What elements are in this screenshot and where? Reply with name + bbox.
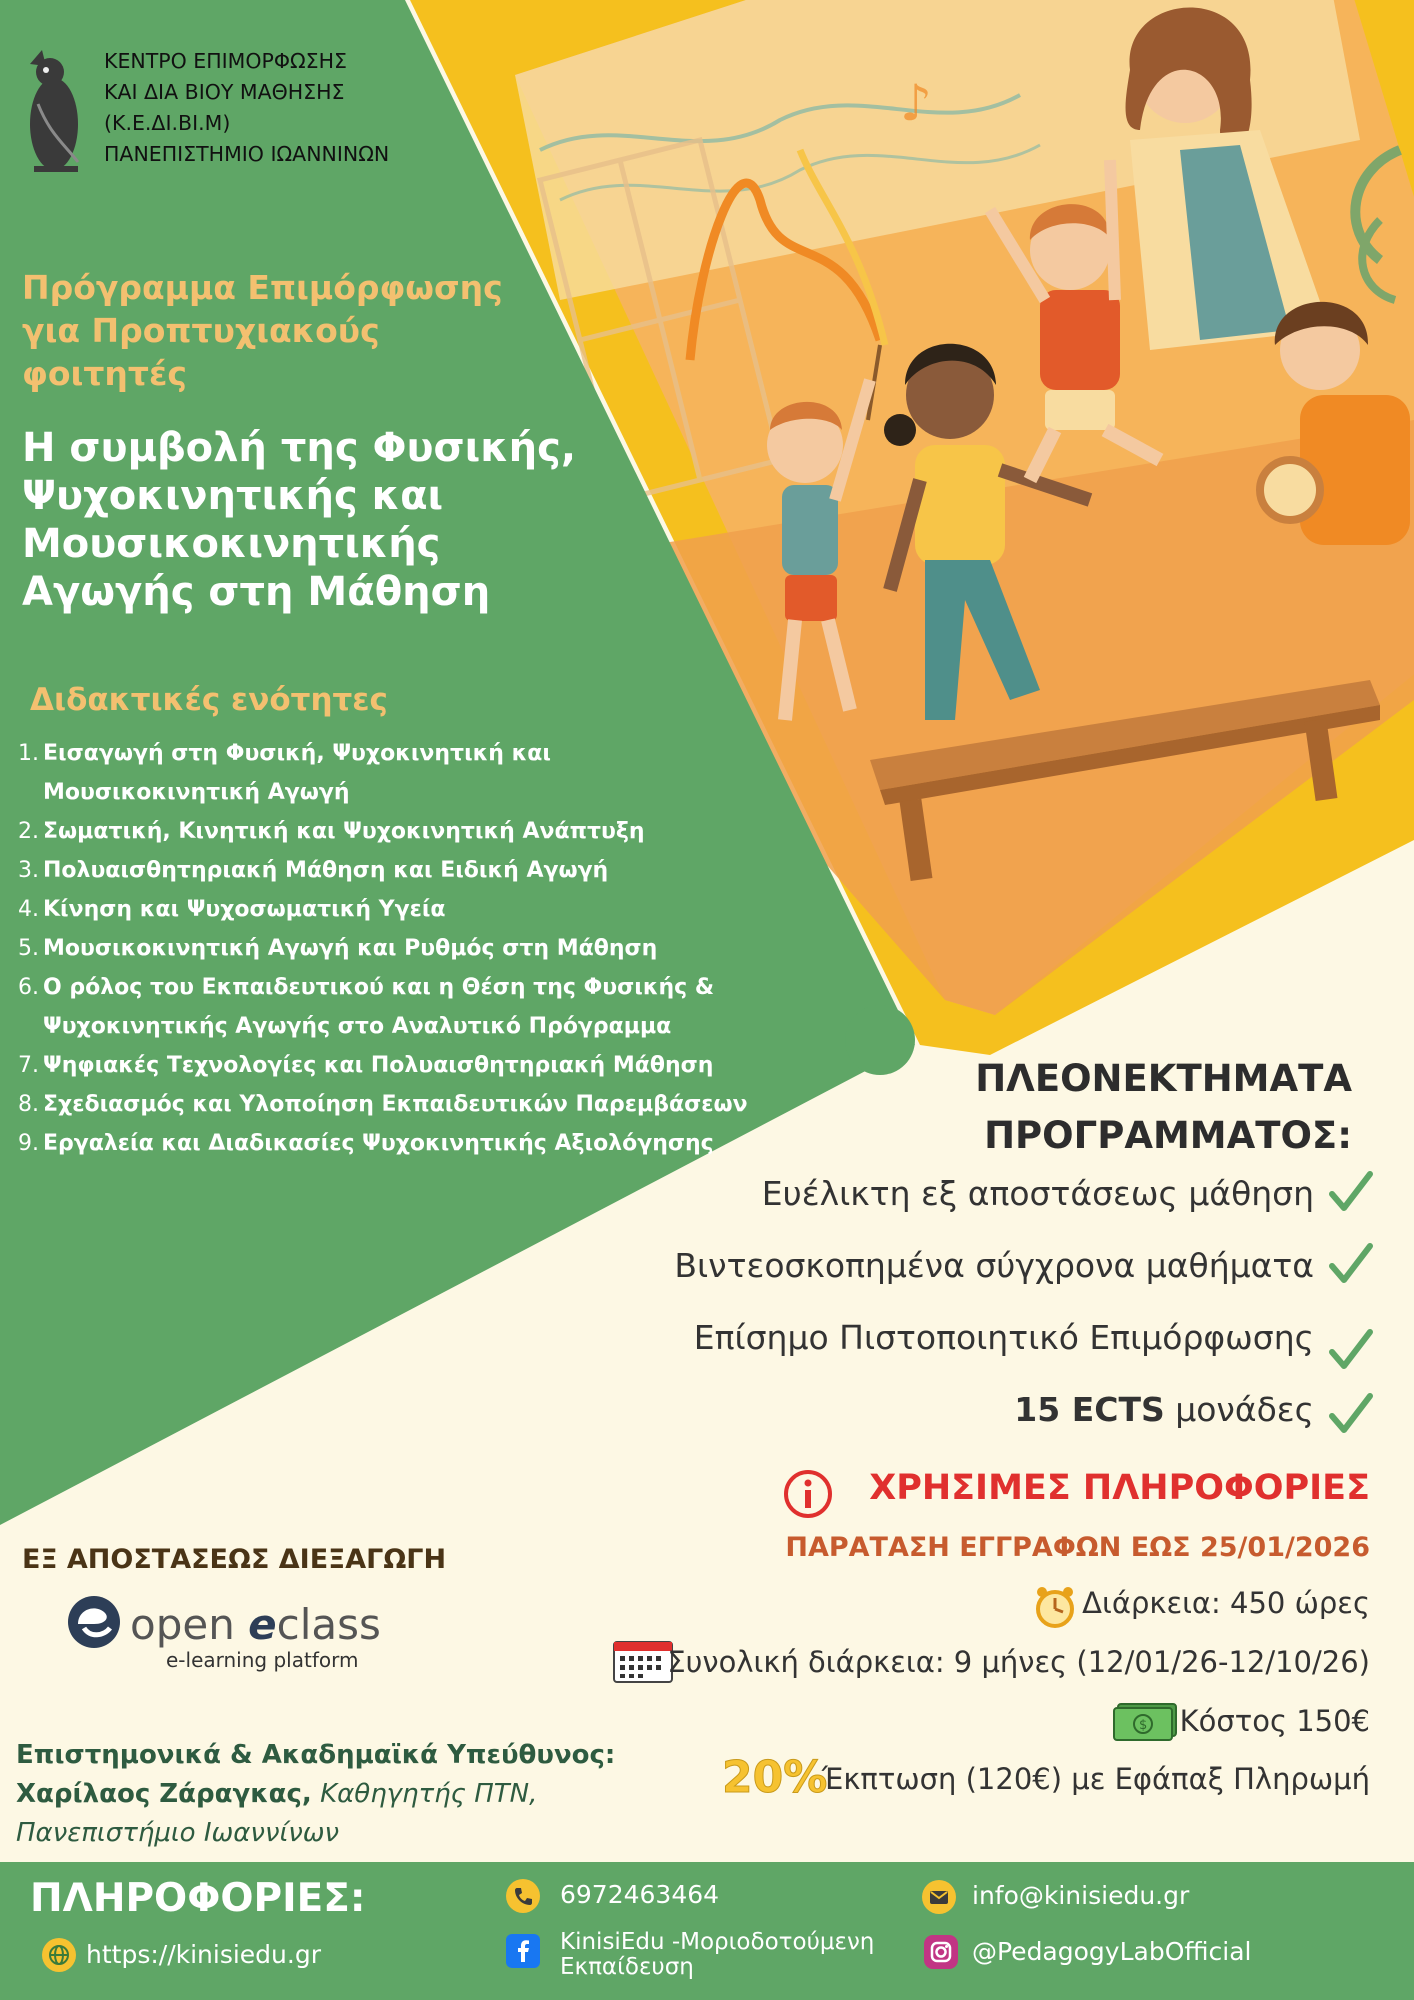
eclass-logo-icon (64, 1592, 124, 1652)
cost: Κόστος 150€ (1179, 1704, 1370, 1738)
checkmark-icon (1328, 1170, 1374, 1214)
eclass-open: open (130, 1600, 249, 1649)
program-title (22, 424, 622, 616)
program-title-line: Η συμβολή της Φυσικής, (22, 425, 577, 471)
units-list (18, 734, 798, 1163)
email-link[interactable]: info@kinisiedu.gr (972, 1881, 1190, 1910)
responsible-role: Καθηγητής ΠΤΝ, (311, 1779, 538, 1809)
program-title-line: Ψυχοκινητικής και (22, 473, 444, 519)
benefits-heading-line: ΠΛΕΟΝΕΚΤΗΜΑΤΑ (975, 1057, 1352, 1100)
unit-number: 2. (18, 819, 39, 844)
unit-text: Σχεδιασμός και Υλοποίηση Εκπαιδευτικών Παρεμβάσεων (43, 1092, 748, 1117)
unit-number: 4. (18, 897, 39, 922)
unit-number: 7. (18, 1053, 39, 1078)
facebook-line: Εκπαίδευση (560, 1954, 694, 1980)
deadline-date: 25/01/2026 (1199, 1532, 1370, 1563)
unit-text: Μουσικοκινητική Αγωγή και Ρυθμός στη Μάθηση (43, 936, 658, 961)
discount-text: Έκπτωση (120€) με Εφάπαξ Πληρωμή (821, 1762, 1370, 1796)
units-heading: Διδακτικές ενότητες (30, 682, 388, 718)
eclass-e: e (248, 1600, 277, 1649)
program-subtitle-line: για Προπτυχιακούς (22, 311, 380, 350)
owl-icon (20, 44, 90, 178)
phone-link[interactable]: 6972463464 (560, 1880, 720, 1909)
unit-item (18, 968, 798, 1046)
website-link[interactable]: https://kinisiedu.gr (86, 1940, 321, 1969)
calendar-icon (612, 1636, 674, 1684)
unit-number: 3. (18, 858, 39, 883)
svg-text:♪: ♪ (900, 74, 932, 132)
benefits-heading (975, 1050, 1352, 1164)
unit-item (18, 929, 798, 968)
registration-deadline (785, 1532, 1370, 1563)
benefit-item: Βιντεοσκοπημένα σύγχρονα μαθήματα (674, 1246, 1314, 1285)
ects-label: μονάδες (1164, 1390, 1314, 1429)
program-subtitle-line: Πρόγραμμα Επιμόρφωσης (22, 268, 503, 307)
unit-item (18, 1046, 798, 1085)
unit-number: 1. (18, 741, 39, 766)
unit-text: Ψηφιακές Τεχνολογίες και Πολυαισθητηριακή Μάθηση (43, 1053, 714, 1078)
unit-number: 8. (18, 1092, 39, 1117)
discount-percent: 20% (722, 1752, 828, 1803)
svg-text:$: $ (1139, 1718, 1148, 1733)
unit-text: Εισαγωγή στη Φυσική, Ψυχοκινητική και (43, 741, 551, 766)
responsible-name: Χαρίλαος Ζάραγκας, (16, 1779, 312, 1809)
globe-icon (42, 1938, 76, 1972)
unit-text: Κίνηση και Ψυχοσωματική Υγεία (43, 897, 446, 922)
academic-responsible (16, 1736, 636, 1853)
program-subtitle-line: φοιτητές (22, 354, 187, 393)
unit-text: Σωματική, Κινητική και Ψυχοκινητική Ανάπτυξη (43, 819, 645, 844)
checkmark-icon (1328, 1392, 1374, 1436)
program-subtitle (22, 266, 582, 395)
duration: Διάρκεια: 450 ώρες (1082, 1586, 1370, 1620)
eclass-class: class (276, 1600, 381, 1649)
unit-item (18, 851, 798, 890)
instagram-icon (924, 1935, 958, 1969)
unit-text: Μουσικοκινητική Αγωγή (43, 780, 350, 805)
unit-item (18, 812, 798, 851)
program-title-line: Μουσικοκινητικής (22, 521, 441, 567)
logo-line: (Κ.Ε.ΔΙ.ΒΙ.Μ) (104, 111, 231, 135)
info-heading: ΧΡΗΣΙΜΕΣ ΠΛΗΡΟΦΟΡΙΕΣ (869, 1468, 1370, 1508)
total-duration: Συνολική διάρκεια: 9 μήνες (12/01/26-12/10/26) (667, 1645, 1370, 1679)
logo-line: ΚΑΙ ΔΙΑ ΒΙΟΥ ΜΑΘΗΣΗΣ (104, 80, 345, 104)
ects-value: 15 ECTS (1014, 1390, 1165, 1429)
unit-number: 5. (18, 936, 39, 961)
email-icon (922, 1880, 956, 1914)
unit-text: Ψυχοκινητικής Αγωγής στο Αναλυτικό Πρόγραμμα (43, 1014, 672, 1039)
unit-text: Πολυαισθητηριακή Μάθηση και Ειδική Αγωγή (43, 858, 609, 883)
logo-line: ΠΑΝΕΠΙΣΤΗΜΙΟ ΙΩΑΝΝΙΝΩΝ (104, 142, 390, 166)
unit-item (18, 890, 798, 929)
facebook-link[interactable] (560, 1930, 874, 1980)
program-title-line: Αγωγής στη Μάθηση (22, 569, 491, 615)
info-icon (782, 1468, 834, 1520)
eclass-wordmark (130, 1600, 381, 1649)
logo-text (104, 46, 389, 170)
responsible-label: Επιστημονικά & Ακαδημαϊκά Υπεύθυνος: (16, 1740, 616, 1770)
responsible-institution: Πανεπιστήμιο Ιωαννίνων (16, 1818, 340, 1848)
logo-line: ΚΕΝΤΡΟ ΕΠΙΜΟΡΦΩΣΗΣ (104, 49, 347, 73)
benefit-item: Επίσημο Πιστοποιητικό Επιμόρφωσης (693, 1318, 1314, 1357)
unit-text: Εργαλεία και Διαδικασίες Ψυχοκινητικής Αξιολόγησης (43, 1131, 714, 1156)
benefit-item: Ευέλικτη εξ αποστάσεως μάθηση (761, 1174, 1314, 1213)
phone-icon (506, 1879, 540, 1913)
unit-text: Ο ρόλος του Εκπαιδευτικού και η Θέση της Φυσικής & (43, 975, 715, 1000)
benefit-item (1014, 1390, 1314, 1429)
unit-item (18, 1085, 798, 1124)
benefits-heading-line: ΠΡΟΓΡΑΜΜΑΤΟΣ: (984, 1114, 1352, 1157)
unit-number: 9. (18, 1131, 39, 1156)
unit-item (18, 1124, 798, 1163)
footer-title: ΠΛΗΡΟΦΟΡΙΕΣ: (30, 1876, 366, 1921)
instagram-link[interactable]: @PedagogyLabOfficial (972, 1937, 1252, 1966)
remote-delivery-label: ΕΞ ΑΠΟΣΤΑΣΕΩΣ ΔΙΕΞΑΓΩΓΗ (22, 1544, 447, 1575)
unit-number: 6. (18, 975, 39, 1000)
checkmark-icon (1328, 1242, 1374, 1286)
unit-item (18, 734, 798, 812)
facebook-line: KinisiEdu -Μοριοδοτούμενη (560, 1929, 875, 1955)
alarm-clock-icon (1032, 1584, 1078, 1630)
facebook-icon (506, 1934, 540, 1968)
deadline-label: ΠΑΡΑΤΑΣΗ ΕΓΓΡΑΦΩΝ ΕΩΣ (785, 1532, 1200, 1563)
checkmark-icon (1328, 1328, 1374, 1372)
money-icon (1112, 1702, 1178, 1742)
eclass-subtitle: e-learning platform (166, 1648, 359, 1672)
